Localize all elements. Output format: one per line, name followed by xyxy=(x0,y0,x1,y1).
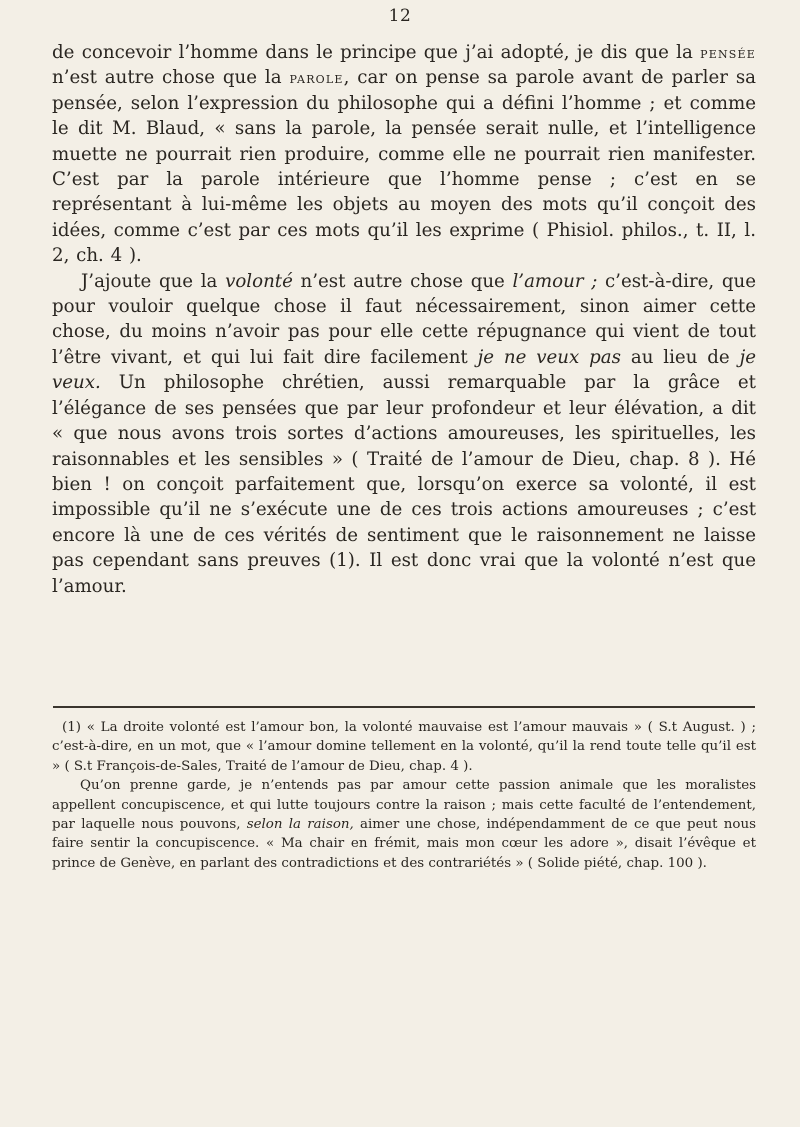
footnote xyxy=(52,776,756,873)
text-run: J’ajoute que la xyxy=(81,270,226,292)
small-caps-term: pensée xyxy=(700,43,756,62)
page-number: 12 xyxy=(388,6,412,26)
text-run: c’est-à-dire, que pour vouloir quelque chose il faut nécessairement, sinon aimer cette chose, du moins n’avoir pas pour elle cette répugnance qui vient de tout l’être vivant, et qui lui fait dire facilement xyxy=(52,270,756,368)
text-run: , car on pense sa parole avant de parler sa pensée, selon l’expression du philosophe qui a défini l’homme ; et comme le dit M. Blaud, « sans la parole, la pensée serait nulle, et l’intelligence muette ne pourrait rien produire, comme elle ne pourrait rien manifester. C’est par la parole intérieure que l’homme pense ; c’est en se représentant à lui-même les objets au moyen des mots qu’il conçoit des idées, comme c’est par ces mots qu’il les exprime ( Phisiol. philos., t. II, l. 2, ch. 4 ). xyxy=(52,67,757,267)
footnote-text: Qu’on prenne garde, je n’entends pas par amour cette passion animale que les moralistes appellent concupiscence, et qui lutte toujours contre la raison ; mais cette faculté de l’entendement, par laquelle nous pouvons, xyxy=(52,778,756,833)
text-run: n’est autre chose que la xyxy=(52,67,290,89)
main-text xyxy=(52,40,756,599)
text-run: au lieu de xyxy=(620,346,740,368)
footnotes xyxy=(52,718,756,873)
small-caps-term: parole xyxy=(289,68,344,88)
italic-term: je veux. xyxy=(52,346,756,394)
italic-term: volonté xyxy=(225,270,293,292)
paragraph xyxy=(52,40,756,269)
footnote-text: aimer une chose, indépendamment de ce que peut nous faire sentir la concupiscence. « Ma chair en frémit, mais mon cœur les adore », disait l’évêque et prince de Genève, en parlant des contradictions et des contrariétés » ( Solide piété, chap. 100 ). xyxy=(52,817,756,871)
text-run: n’est autre chose que xyxy=(292,270,513,292)
text-run: de concevoir l’homme dans le principe que j’ai adopté, je dis que la xyxy=(52,42,701,63)
italic-term: je ne veux pas xyxy=(477,346,621,368)
paragraph xyxy=(52,269,756,599)
text-run: Un philosophe chrétien, aussi remarquable par la grâce et l’élégance de ses pensées que par leur profondeur et leur élévation, a dit « que nous avons trois sortes d’actions amoureuses, les spirituelles, les raisonnables et les sensibles » ( Traité de l’amour de Dieu, chap. 8 ). Hé bien ! on conçoit parfaitement que, lorsqu’on exerce sa volonté, il est impossible qu’il ne s’exécute une de ces trois actions amoureuses ; c’est encore là une de ces vérités de sentiment que le raisonnement ne laisse pas cependant sans preuves (1). Il est donc vrai que la volonté n’est que l’amour. xyxy=(52,372,756,597)
italic-term: selon la raison, xyxy=(246,817,354,833)
italic-term: l’amour ; xyxy=(512,270,598,292)
footnote-divider xyxy=(53,706,755,708)
footnote xyxy=(52,718,756,776)
footnote-text: (1) « La droite volonté est l’amour bon, la volonté mauvaise est l’amour mauvais » ( S.t August. ) ; c’est-à-dire, en un mot, que « l’amour domine tellement en la volonté, qu’il la rend toute telle qu’il est » ( S.t François-de-Sales, Traité de l’amour de Dieu, chap. 4 ). xyxy=(52,720,756,774)
